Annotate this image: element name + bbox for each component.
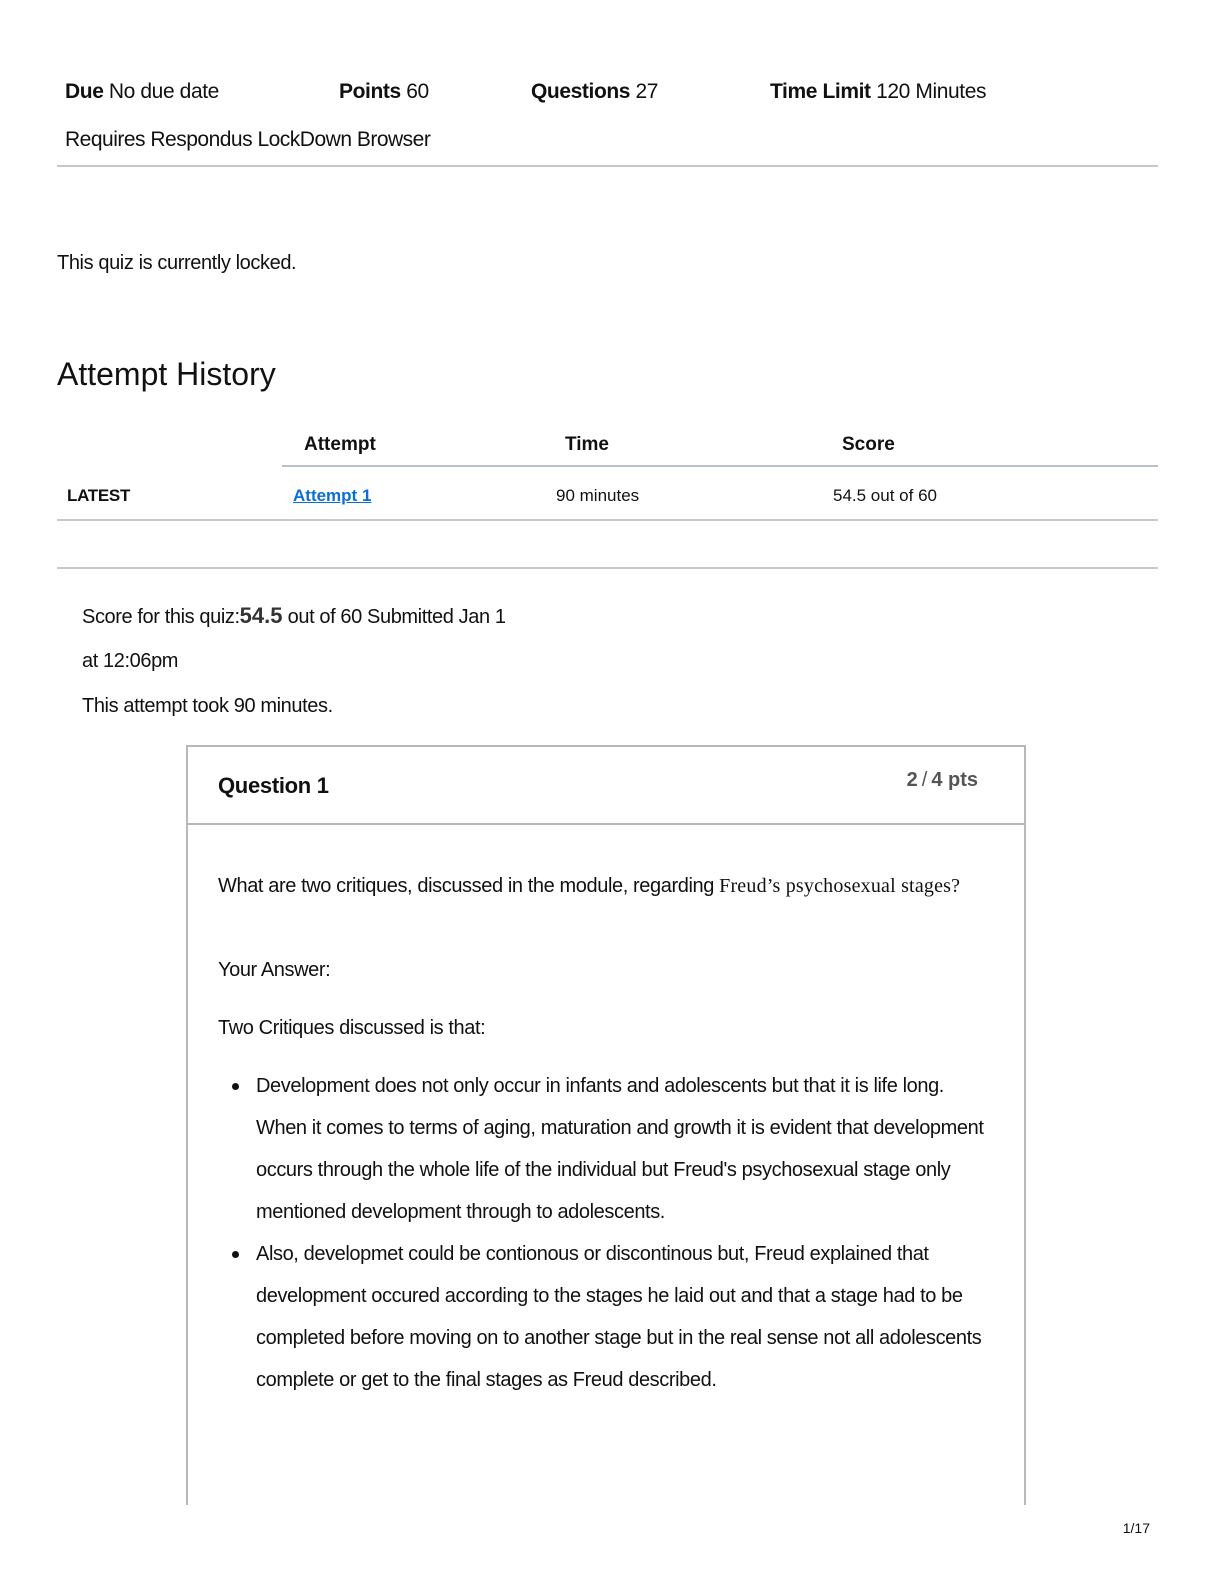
page-number: 1/17 bbox=[1122, 1520, 1150, 1536]
bullet-text: Development does not only occur in infants and adolescents but that it is life long. When it comes to terms of aging, maturation and growth it is evident that development occurs through the whole life of the individual but Freud's psychosexual stage only mentioned development through to adolescents. bbox=[256, 1075, 984, 1223]
points-separator: / bbox=[921, 769, 928, 791]
score-value: 54.5 bbox=[239, 603, 283, 628]
question-text-start: What are two critiques, discussed in the module, regarding bbox=[218, 875, 714, 897]
latest-tag: LATEST bbox=[67, 486, 131, 505]
question-card bbox=[186, 745, 1026, 1505]
list-item bbox=[218, 1233, 988, 1401]
answer-bullets bbox=[218, 1065, 988, 1401]
attempt-duration: This attempt took 90 minutes. bbox=[82, 695, 333, 717]
column-header-time: Time bbox=[565, 434, 610, 455]
due-detail bbox=[65, 80, 219, 104]
due-label: Due bbox=[65, 80, 104, 103]
your-answer-label: Your Answer: bbox=[218, 959, 331, 981]
points-value: 60 bbox=[406, 80, 429, 103]
score-summary bbox=[82, 603, 506, 629]
points-earned: 2 bbox=[906, 769, 918, 791]
question-points bbox=[907, 769, 978, 792]
column-header-score: Score bbox=[842, 434, 895, 455]
attempt-time: 90 minutes bbox=[556, 486, 640, 505]
questions-label: Questions bbox=[531, 80, 631, 103]
due-value: No due date bbox=[108, 80, 219, 103]
question-title: Question 1 bbox=[218, 773, 329, 798]
details-divider bbox=[57, 165, 1158, 167]
score-suffix: out of 60 Submitted Jan 1 bbox=[287, 606, 506, 628]
score-prefix: Score for this quiz: bbox=[82, 606, 240, 628]
time-limit-label: Time Limit bbox=[770, 80, 871, 103]
section-divider bbox=[57, 567, 1158, 569]
attempt-score: 54.5 out of 60 bbox=[833, 486, 937, 505]
bullet-icon bbox=[232, 1083, 239, 1090]
submitted-time: at 12:06pm bbox=[82, 650, 179, 672]
bullet-icon bbox=[232, 1251, 239, 1258]
questions-value: 27 bbox=[635, 80, 659, 103]
table-header-divider bbox=[282, 465, 1158, 467]
points-detail bbox=[339, 80, 429, 104]
list-item bbox=[218, 1065, 988, 1233]
locked-message: This quiz is currently locked. bbox=[57, 252, 297, 274]
attempt-history-heading: Attempt History bbox=[57, 356, 276, 392]
bullet-text: Also, developmet could be contionous or discontinous but, Freud explained that development occured according to the stages he laid out and that a stage had to be completed before moving on to another stage but in the real sense not all adolescents complete or get to the final stages as Freud described. bbox=[256, 1243, 982, 1391]
table-row-divider bbox=[57, 519, 1158, 521]
time-limit-value: 120 Minutes bbox=[876, 80, 987, 103]
answer-intro: Two Critiques discussed is that: bbox=[218, 1017, 486, 1039]
points-label: Points bbox=[339, 80, 401, 103]
lockdown-requirement: Requires Respondus LockDown Browser bbox=[65, 128, 431, 151]
question-text bbox=[218, 875, 960, 898]
points-possible: 4 pts bbox=[931, 769, 978, 791]
attempt-1-link[interactable]: Attempt 1 bbox=[293, 486, 372, 505]
time-limit-detail bbox=[770, 80, 986, 104]
column-header-attempt: Attempt bbox=[304, 434, 376, 455]
question-header bbox=[188, 747, 1024, 825]
question-text-serif: Freud’s psychosexual stages? bbox=[719, 875, 961, 897]
questions-detail bbox=[531, 80, 658, 104]
